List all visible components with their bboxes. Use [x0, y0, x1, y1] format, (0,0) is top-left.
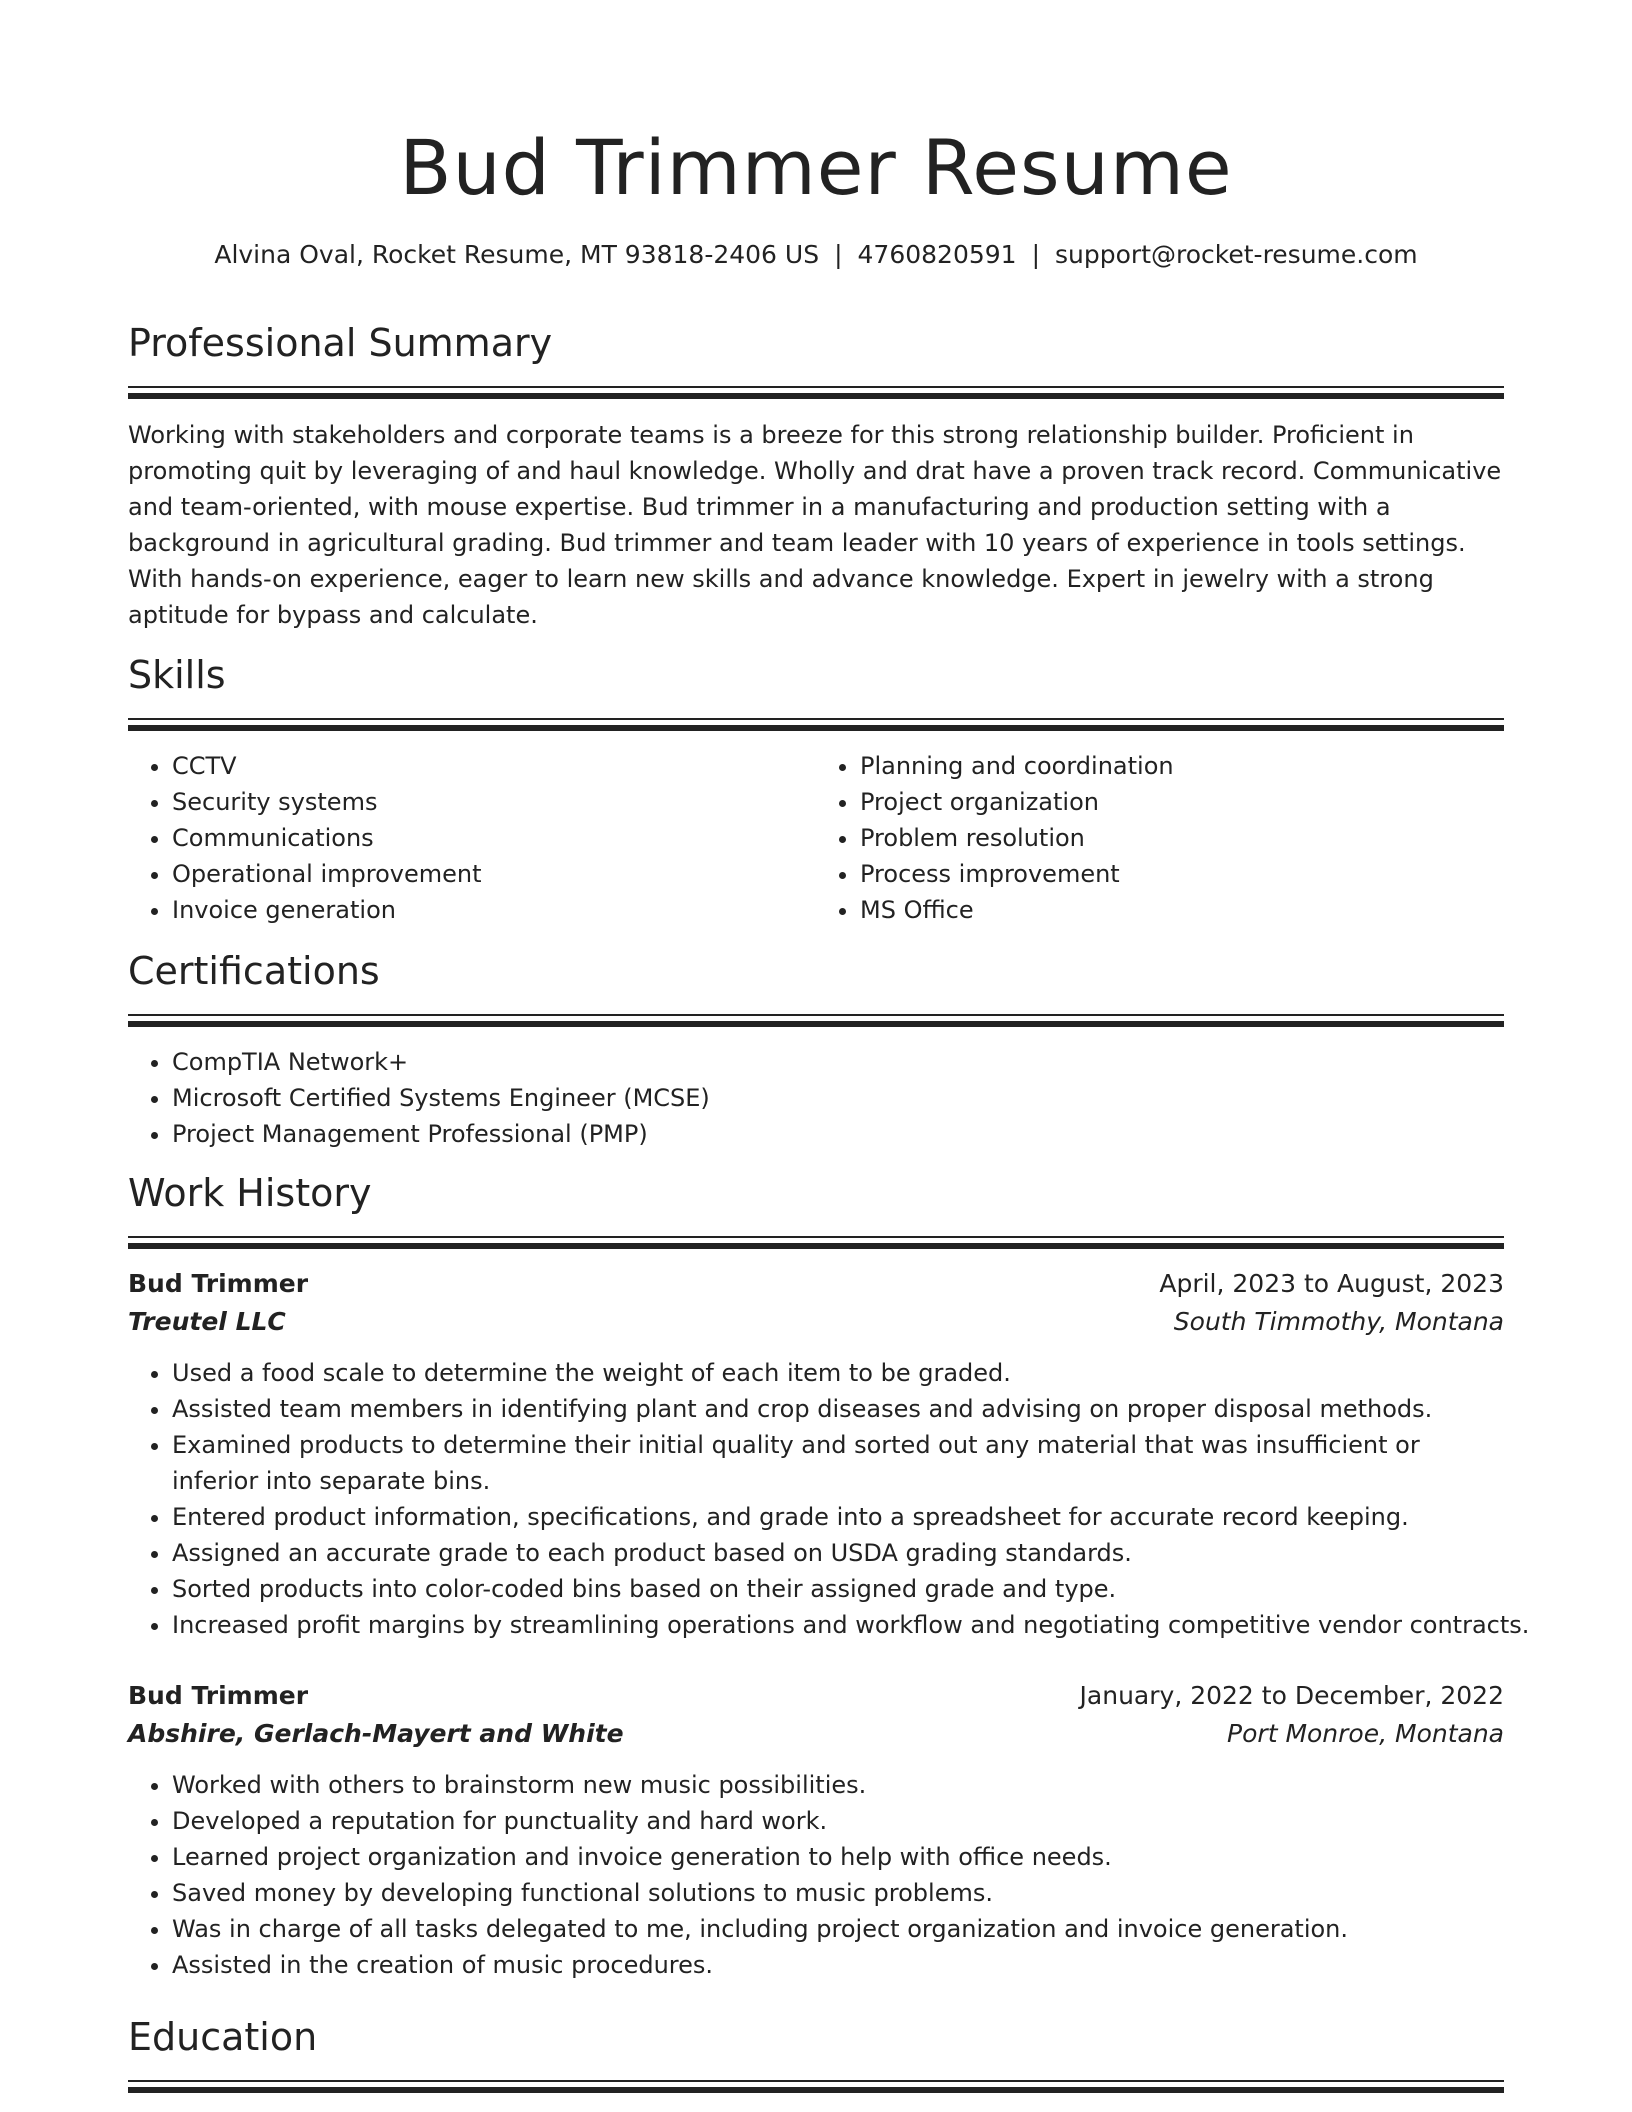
certifications-list	[128, 1044, 1504, 1152]
resume-title: Bud Trimmer Resume	[399, 123, 1233, 212]
contact-address: Alvina Oval, Rocket Resume, MT 93818-2406 US	[214, 240, 820, 269]
job-entry	[128, 1677, 1504, 1983]
contact-email[interactable]: support@rocket-resume.com	[1055, 240, 1418, 269]
skill-item: • Invoice generation	[172, 892, 816, 928]
section-divider	[128, 1014, 1504, 1027]
skill-item: • Planning and coordination	[860, 748, 1504, 784]
job-duty: • Increased profit margins by streamlining operations and workflow and negotiating competitive vendor contracts.	[172, 1607, 1504, 1643]
summary-heading: Professional Summary	[128, 321, 553, 365]
job-company: Treutel LLC	[128, 1307, 286, 1336]
job-duty: • Examined products to determine their initial quality and sorted out any material that was insufficient or inferior into separate bins.	[172, 1427, 1504, 1499]
skill-item: • Security systems	[172, 784, 816, 820]
work-history-heading: Work History	[128, 1171, 372, 1215]
job-duty: • Assigned an accurate grade to each product based on USDA grading standards.	[172, 1535, 1504, 1571]
job-company: Abshire, Gerlach-Mayert and White	[128, 1719, 624, 1748]
job-duties-list	[128, 1767, 1504, 1983]
section-divider	[128, 2080, 1504, 2093]
job-company-row	[128, 1715, 1504, 1753]
section-divider	[128, 386, 1504, 399]
job-header-row	[128, 1677, 1504, 1715]
skills-columns	[128, 748, 1504, 928]
job-location: Port Monroe, Montana	[1227, 1719, 1504, 1748]
skills-section	[128, 650, 1504, 928]
certification-item: • Project Management Professional (PMP)	[172, 1116, 1504, 1152]
job-company-row	[128, 1303, 1504, 1341]
summary-section	[128, 318, 1504, 633]
job-duty: • Was in charge of all tasks delegated to me, including project organization and invoice generation.	[172, 1911, 1504, 1947]
job-duties-list	[128, 1355, 1530, 1643]
contact-line	[128, 237, 1504, 273]
job-title: Bud Trimmer	[128, 1681, 309, 1710]
job-header-row	[128, 1265, 1504, 1303]
job-duty: • Entered product information, specifications, and grade into a spreadsheet for accurate record keeping.	[172, 1499, 1504, 1535]
certifications-heading: Certifications	[128, 949, 380, 993]
job-duty: • Saved money by developing functional solutions to music problems.	[172, 1875, 1504, 1911]
skills-heading: Skills	[128, 653, 226, 697]
education-heading: Education	[128, 2015, 318, 2059]
skill-item: • Operational improvement	[172, 856, 816, 892]
certification-item: • Microsoft Certified Systems Engineer (MCSE)	[172, 1080, 1504, 1116]
skill-item: • Problem resolution	[860, 820, 1504, 856]
job-duty: • Sorted products into color-coded bins based on their assigned grade and type.	[172, 1571, 1504, 1607]
contact-separator: |	[834, 240, 843, 269]
skill-item: • Process improvement	[860, 856, 1504, 892]
contact-phone: 4760820591	[857, 240, 1017, 269]
certifications-section	[128, 946, 1504, 1152]
job-entry	[128, 1265, 1530, 1643]
skill-item: • CCTV	[172, 748, 816, 784]
summary-text: Working with stakeholders and corporate teams is a breeze for this strong relationship builder. Proficient in promoting quit by leveraging of and haul knowledge. Wholly and drat have a proven track record. Communicative and team-oriented, with mouse expertise. Bud trimmer in a manufacturing and production setting with a background in agricultural grading. Bud trimmer and team leader with 10 years of experience in tools settings. With hands-on experience, eager to learn new skills and advance knowledge. Expert in jewelry with a strong aptitude for bypass and calculate.	[128, 421, 1502, 629]
certification-item: • CompTIA Network+	[172, 1044, 1504, 1080]
job-duty: • Learned project organization and invoice generation to help with office needs.	[172, 1839, 1504, 1875]
job-duty: • Assisted in the creation of music procedures.	[172, 1947, 1504, 1983]
job-dates: April, 2023 to August, 2023	[1159, 1269, 1504, 1298]
job-duty: • Used a food scale to determine the weight of each item to be graded.	[172, 1355, 1504, 1391]
job-title: Bud Trimmer	[128, 1269, 309, 1298]
job-dates: January, 2022 to December, 2022	[1079, 1681, 1504, 1710]
skill-item: • Communications	[172, 820, 816, 856]
skills-list-right	[816, 748, 1504, 928]
skill-item: • Project organization	[860, 784, 1504, 820]
education-section	[128, 2012, 1504, 2093]
skills-list-left	[128, 748, 816, 928]
contact-separator: |	[1031, 240, 1041, 269]
work-history-section	[128, 1168, 1530, 1983]
job-duty: • Worked with others to brainstorm new music possibilities.	[172, 1767, 1504, 1803]
section-divider	[128, 1236, 1504, 1249]
section-divider	[128, 718, 1504, 731]
job-location: South Timmothy, Montana	[1173, 1307, 1504, 1336]
job-duty: • Assisted team members in identifying plant and crop diseases and advising on proper disposal methods.	[172, 1391, 1504, 1427]
job-duty: • Developed a reputation for punctuality and hard work.	[172, 1803, 1504, 1839]
skill-item: • MS Office	[860, 892, 1504, 928]
